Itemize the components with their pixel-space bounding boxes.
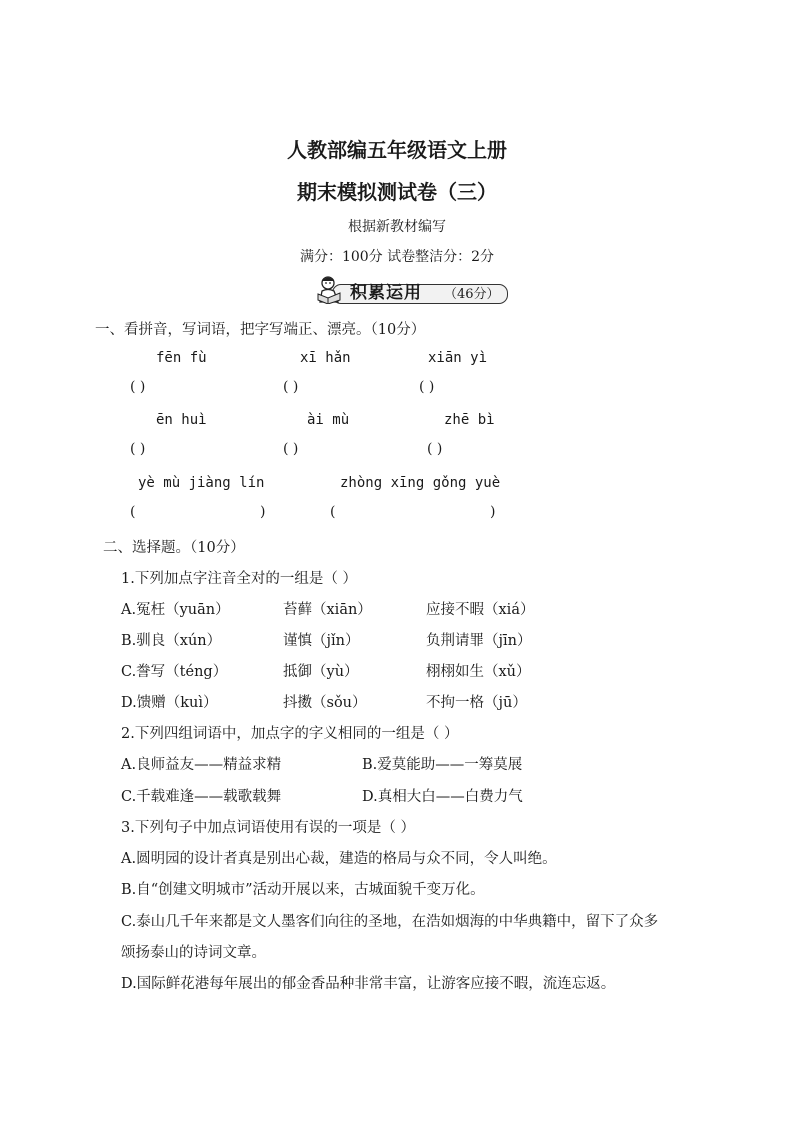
pinyin-7: yè mù jiàng lín (138, 475, 265, 491)
q2-1-option-b-1[interactable]: B.驯良（xún） (121, 633, 222, 649)
student-reading-icon (312, 274, 348, 304)
paper-subtitle: 期末模拟测试卷（三） (297, 180, 497, 204)
q2-1-option-a-3: 应接不暇（xiá） (426, 602, 535, 618)
q2-1-option-d-2: 抖擞（sǒu） (283, 695, 367, 711)
pinyin-2: xī hǎn (300, 350, 351, 366)
q1-heading: 一、看拼音，写词语，把字写端正、漂亮。（10分） (95, 322, 426, 338)
pinyin-8: zhòng xīng gǒng yuè (340, 475, 501, 491)
q2-3-option-d[interactable]: D.国际鲜花港每年展出的郁金香品种非常丰富，让游客应接不暇，流连忘返。 (121, 976, 616, 992)
section-title: 积累运用 (350, 283, 422, 303)
q2-1-option-c-3: 栩栩如生（xǔ） (426, 664, 531, 680)
edition-note: 根据新教材编写 (348, 219, 446, 235)
q2-1-option-d-3: 不拘一格（jū） (426, 695, 527, 711)
answer-blank-2[interactable]: ( ) (283, 379, 299, 395)
q2-2-option-c[interactable]: C.千载难逢——载歌载舞 (121, 789, 282, 805)
q2-3-option-b[interactable]: B.自“创建文明城市”活动开展以来，古城面貌千变万化。 (121, 882, 485, 898)
section-banner (312, 274, 508, 304)
answer-blank-5[interactable]: ( ) (283, 441, 299, 457)
q2-1-option-a-1[interactable]: A.冤枉（yuān） (121, 602, 230, 618)
q2-3-option-c-line1[interactable]: C.泰山几千年来都是文人墨客们向往的圣地，在浩如烟海的中华典籍中，留下了众多 (121, 914, 659, 930)
paper-title: 人教部编五年级语文上册 (287, 138, 507, 162)
score-info: 满分：100分 试卷整洁分：2分 (299, 249, 495, 265)
pinyin-5: ài mù (307, 412, 350, 428)
q2-1-option-c-2: 抵御（yù） (283, 664, 359, 680)
q2-1-option-b-2: 谨慎（jǐn） (283, 633, 360, 649)
answer-blank-4[interactable]: ( ) (130, 441, 146, 457)
pinyin-1: fēn fù (156, 350, 207, 366)
pinyin-6: zhē bì (444, 412, 495, 428)
q2-2-question: 2.下列四组词语中，加点字的字义相同的一组是（ ） (121, 726, 459, 742)
answer-blank-6[interactable]: ( ) (427, 441, 443, 457)
answer-blank-1[interactable]: ( ) (130, 379, 146, 395)
q2-1-option-c-1[interactable]: C.誊写（téng） (121, 664, 228, 680)
q2-3-option-c-line2: 颂扬泰山的诗词文章。 (121, 945, 266, 961)
q2-1-question: 1.下列加点字注音全对的一组是（ ） (121, 571, 357, 587)
section-score: （46分） (444, 287, 500, 302)
q2-3-option-a[interactable]: A.圆明园的设计者真是别出心裁，建造的格局与众不同，令人叫绝。 (121, 851, 557, 867)
pinyin-3: xiān yì (428, 350, 488, 366)
q2-heading: 二、选择题。（10分） (103, 540, 245, 556)
q2-2-option-a[interactable]: A.良师益友——精益求精 (121, 757, 282, 773)
pinyin-4: ēn huì (156, 412, 207, 428)
answer-blank-3[interactable]: ( ) (419, 379, 435, 395)
q2-2-option-d[interactable]: D.真相大白——白费力气 (362, 789, 523, 805)
q2-1-option-a-2: 苔藓（xiān） (283, 602, 372, 618)
q2-2-option-b[interactable]: B.爱莫能助——一筹莫展 (362, 757, 523, 773)
q2-1-option-b-3: 负荆请罪（jīn） (426, 633, 532, 649)
q2-3-question: 3.下列句子中加点词语使用有误的一项是（ ） (121, 820, 415, 836)
q2-1-option-d-1[interactable]: D.馈赠（kuì） (121, 695, 218, 711)
